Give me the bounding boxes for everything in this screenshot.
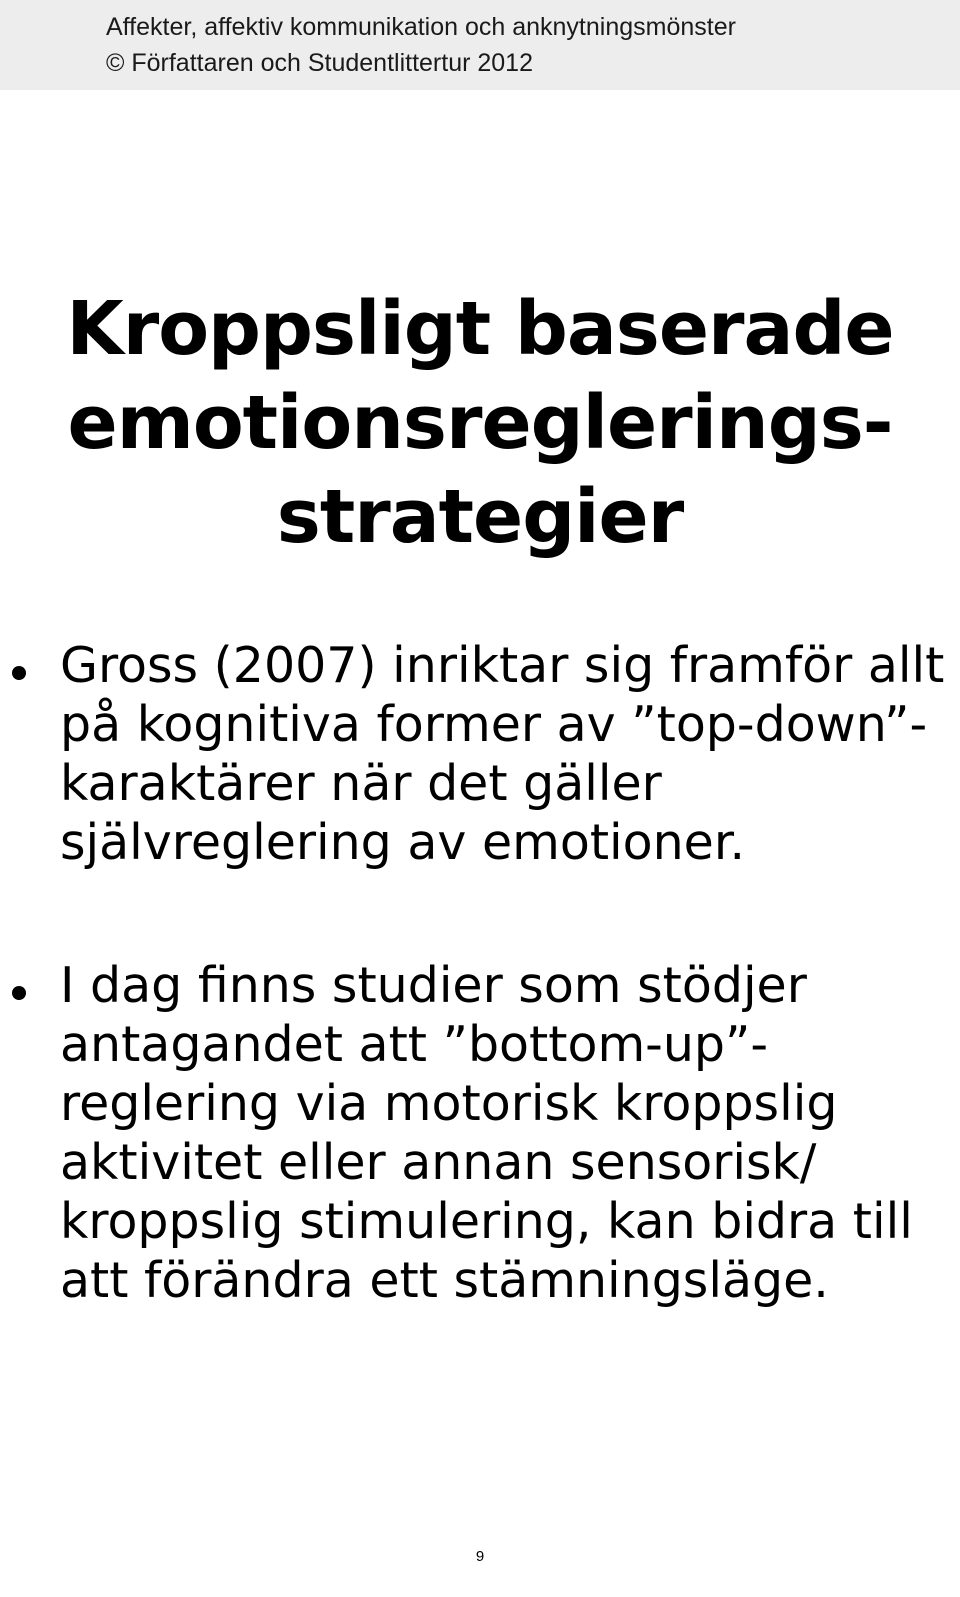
bullet-line: reglering via motorisk kroppslig [60,1075,838,1132]
bullet-line: antagandet att ”bottom-up”- [60,1016,769,1073]
copyright-notice: © Författaren och Studentlittertur 2012 [106,49,533,77]
header-band [0,0,960,90]
bullet-line: kroppslig stimulering, kan bidra till [60,1193,913,1250]
bullet-text [60,636,950,872]
bullet-dot-icon [12,666,26,680]
slide-title-line: emotionsreglerings- [67,380,893,466]
bullet-text [60,956,950,1310]
bullet-line: på kognitiva former av ”top-down”- [60,696,928,753]
slide-title [0,282,960,564]
slide-title-line: strategier [276,474,684,560]
bullet-dot-icon [12,986,26,1000]
document-title: Affekter, affektiv kommunikation och anknytningsmönster [106,13,736,41]
bullet-line: I dag finns studier som stödjer [60,957,807,1014]
bullet-line: att förändra ett stämningsläge. [60,1252,829,1309]
bullet-line: självreglering av emotioner. [60,814,746,871]
slide-title-line: Kroppsligt baserade [66,286,894,372]
bullet-line: aktivitet eller annan sensorisk/ [60,1134,817,1191]
bullet-line: Gross (2007) inriktar sig framför allt [60,637,945,694]
page-number: 9 [475,1548,485,1565]
bullet-line: karaktärer när det gäller [60,755,662,812]
